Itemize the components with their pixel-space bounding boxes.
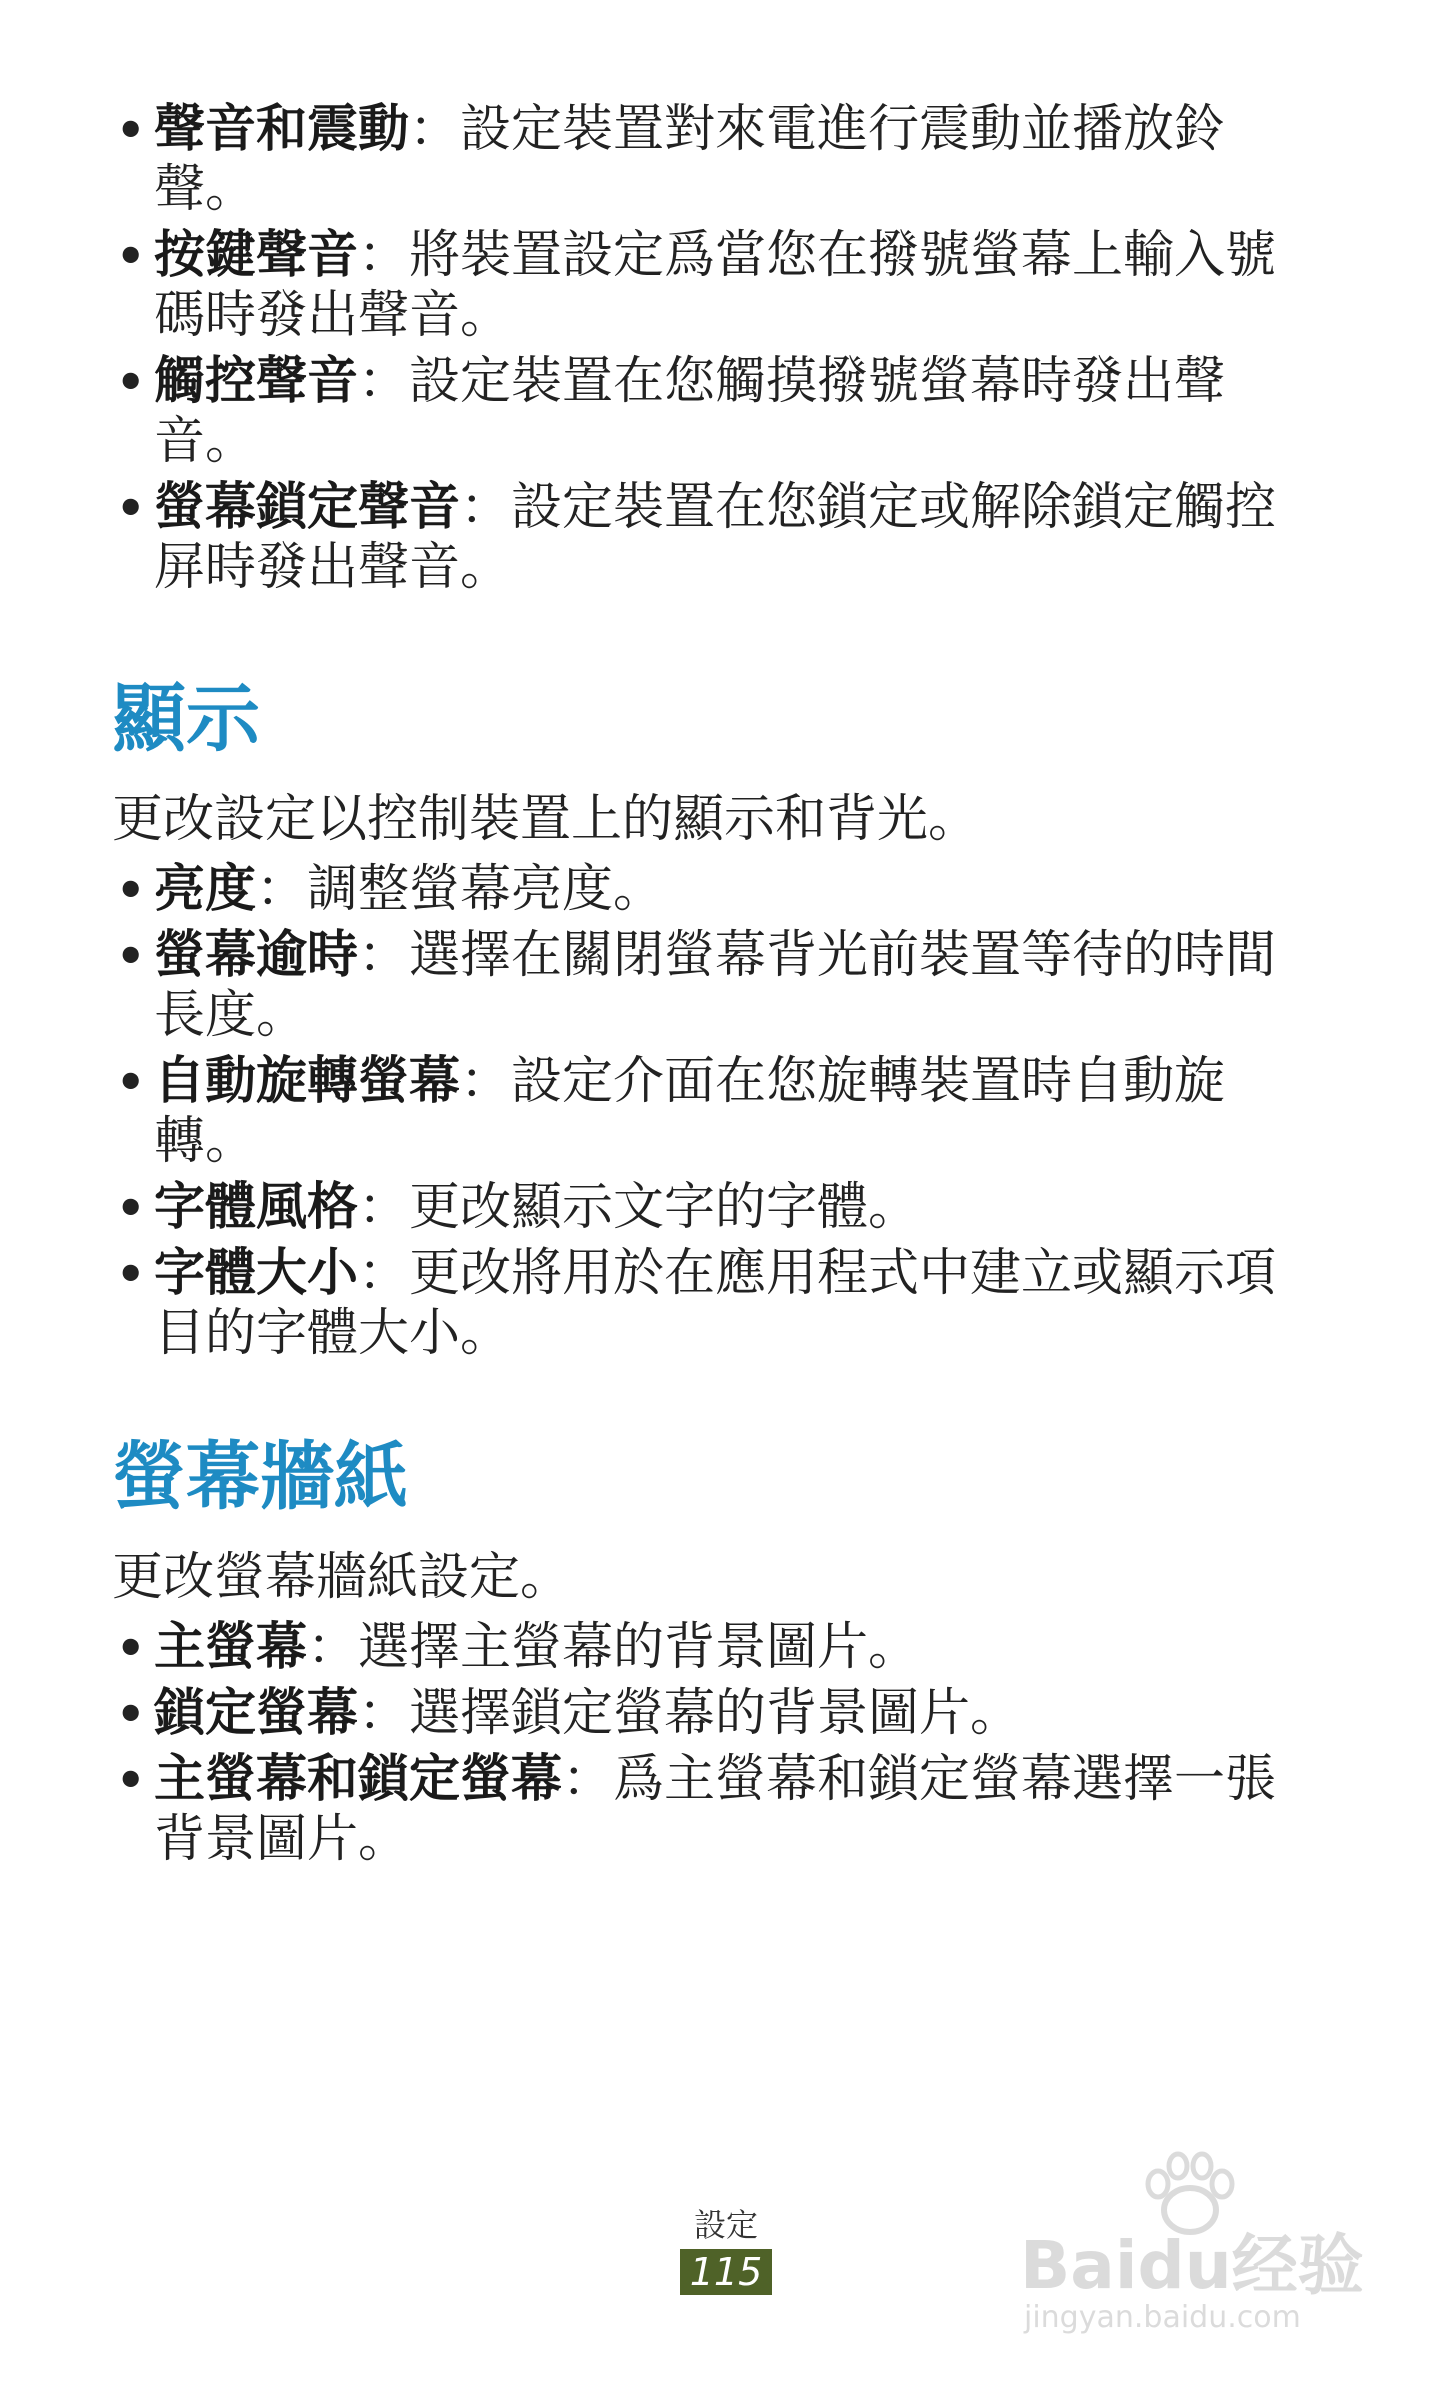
item-description: 爲主螢幕和鎖定螢幕選擇一張背景圖片。	[154, 1750, 1277, 1869]
bullet-icon: •	[116, 103, 146, 157]
item-term: 主螢幕	[154, 1618, 308, 1677]
list-item	[112, 1052, 1312, 1172]
item-description: 更改顯示文字的字體。	[409, 1178, 920, 1237]
bullet-icon: •	[116, 1687, 146, 1741]
bullet-icon: •	[116, 1247, 146, 1301]
watermark-url: jingyan.baidu.com	[1024, 2300, 1301, 2335]
item-separator: ：	[358, 352, 410, 411]
list-item	[112, 1618, 1312, 1678]
item-separator: ：	[562, 1750, 614, 1809]
list-item	[112, 1684, 1312, 1744]
list-item	[112, 1244, 1312, 1364]
item-description: 選擇鎖定螢幕的背景圖片。	[409, 1684, 1022, 1743]
list-item	[112, 1750, 1312, 1870]
wallpaper-settings-list	[112, 1618, 1312, 1870]
page-number: 115	[680, 2249, 772, 2295]
list-item	[112, 226, 1312, 346]
bullet-icon: •	[116, 1753, 146, 1807]
display-settings-list	[112, 860, 1312, 1364]
item-separator: ：	[358, 1244, 410, 1303]
item-term: 自動旋轉螢幕	[154, 1052, 461, 1111]
item-description: 設定裝置在您鎖定或解除鎖定觸控屏時發出聲音。	[154, 478, 1277, 597]
bullet-icon: •	[116, 929, 146, 983]
item-term: 字體大小	[154, 1244, 359, 1303]
item-term: 觸控聲音	[154, 352, 359, 411]
list-item	[112, 1178, 1312, 1238]
item-term: 按鍵聲音	[154, 226, 359, 285]
item-description: 調整螢幕亮度。	[307, 860, 665, 919]
bullet-icon: •	[116, 1181, 146, 1235]
display-section	[112, 676, 1312, 1364]
document-page	[112, 100, 1312, 1876]
item-description: 設定介面在您旋轉裝置時自動旋轉。	[154, 1052, 1226, 1171]
wallpaper-section-title: 螢幕牆紙	[112, 1434, 408, 1520]
item-description: 設定裝置對來電進行震動並播放鈴聲。	[154, 100, 1226, 219]
item-description: 將裝置設定爲當您在撥號螢幕上輸入號碼時發出聲音。	[154, 226, 1277, 345]
item-term: 亮度	[154, 860, 257, 919]
item-separator: ：	[256, 860, 308, 919]
bullet-icon: •	[116, 355, 146, 409]
list-item	[112, 352, 1312, 472]
item-separator: ：	[460, 1052, 512, 1111]
wallpaper-section-intro: 更改螢幕牆紙設定。	[112, 1548, 572, 1607]
item-separator: ：	[358, 226, 410, 285]
bullet-icon: •	[116, 1055, 146, 1109]
page-footer	[680, 2205, 772, 2295]
list-item	[112, 860, 1312, 920]
item-description: 選擇主螢幕的背景圖片。	[358, 1618, 920, 1677]
item-separator: ：	[460, 478, 512, 537]
wallpaper-section	[112, 1434, 1312, 1870]
bullet-icon: •	[116, 1621, 146, 1675]
baidu-watermark	[1020, 2150, 1364, 2340]
bullet-icon: •	[116, 481, 146, 535]
item-term: 主螢幕和鎖定螢幕	[154, 1750, 563, 1809]
chapter-name: 設定	[693, 2206, 758, 2244]
item-term: 螢幕鎖定聲音	[154, 478, 461, 537]
item-separator: ：	[409, 100, 461, 159]
display-section-title: 顯示	[112, 676, 260, 762]
watermark-brand: Baidu经验	[1020, 2227, 1364, 2304]
item-term: 鎖定螢幕	[154, 1684, 359, 1743]
item-description: 選擇在關閉螢幕背光前裝置等待的時間長度。	[154, 926, 1277, 1045]
item-term: 聲音和震動	[154, 100, 410, 159]
item-term: 螢幕逾時	[154, 926, 359, 985]
item-description: 更改將用於在應用程式中建立或顯示項目的字體大小。	[154, 1244, 1277, 1363]
bullet-icon: •	[116, 229, 146, 283]
display-section-intro: 更改設定以控制裝置上的顯示和背光。	[112, 790, 980, 849]
item-separator: ：	[358, 1178, 410, 1237]
bullet-icon: •	[116, 863, 146, 917]
item-term: 字體風格	[154, 1178, 359, 1237]
item-description: 設定裝置在您觸摸撥號螢幕時發出聲音。	[154, 352, 1226, 471]
item-separator: ：	[358, 926, 410, 985]
list-item	[112, 478, 1312, 598]
list-item	[112, 926, 1312, 1046]
sound-settings-list	[112, 100, 1312, 598]
item-separator: ：	[307, 1618, 359, 1677]
item-separator: ：	[358, 1684, 410, 1743]
list-item	[112, 100, 1312, 220]
